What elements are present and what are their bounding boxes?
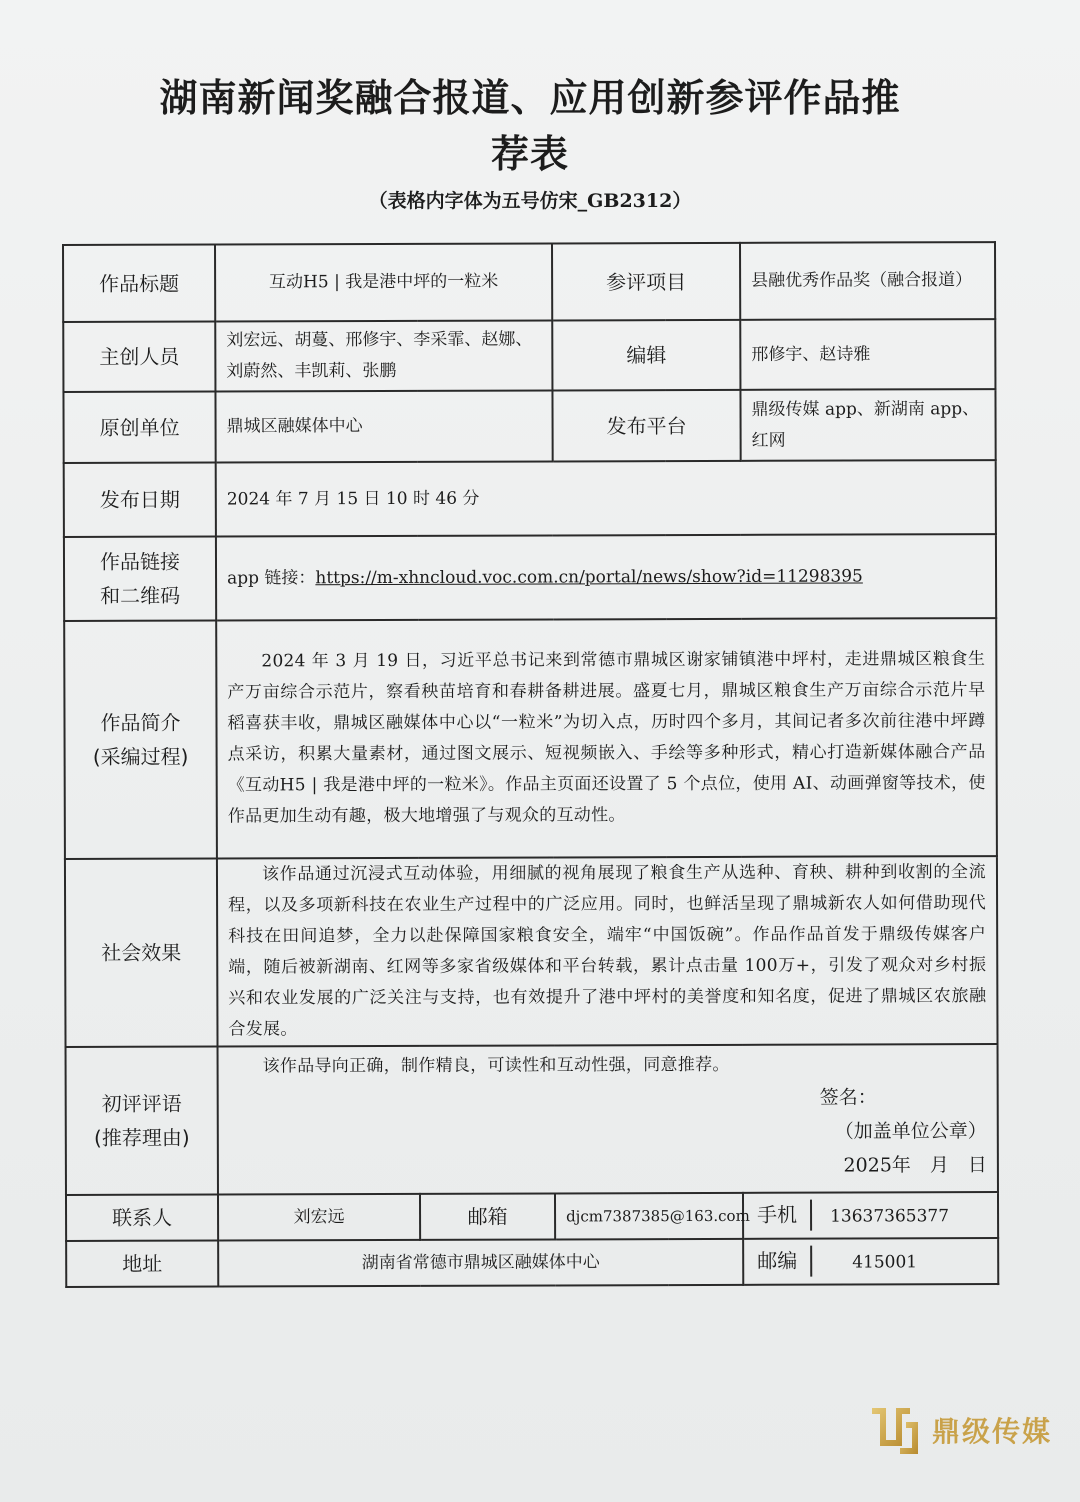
row-address xyxy=(66,1238,998,1287)
title-line-1: 湖南新闻奖融合报道、应用创新参评作品推 xyxy=(159,76,901,120)
watermark-text: 鼎级传媒 xyxy=(931,1415,1052,1448)
phone-cell xyxy=(743,1192,998,1239)
email-label: 邮箱 xyxy=(420,1193,555,1239)
link-value xyxy=(216,534,996,620)
row-date xyxy=(64,460,996,537)
address-label: 地址 xyxy=(66,1241,218,1287)
contact-value: 刘宏远 xyxy=(218,1194,420,1241)
effect-label: 社会效果 xyxy=(65,859,218,1047)
document-subtitle: （表格内字体为五号仿宋_GB2312） xyxy=(368,190,692,212)
intro-label-line-1: 作品简介 xyxy=(100,710,181,735)
platform-label: 发布平台 xyxy=(552,390,740,462)
unit-label: 原创单位 xyxy=(63,392,215,463)
category-label: 参评项目 xyxy=(552,243,740,321)
platform-value: 鼎级传媒 app、新湖南 app、红网 xyxy=(740,389,995,461)
sign-date: 2025年 月 日 xyxy=(843,1154,987,1177)
address-value: 湖南省常德市鼎城区融媒体中心 xyxy=(218,1239,743,1287)
effect-text: 该作品通过沉浸式互动体验，用细腻的视角展现了粮食生产从选种、育秧、耕种到收割的全流程，以及多项新科技在农业生产过程中的广泛应用。同时，也鲜活呈现了鼎城新农人如何借助现代科技在田间追梦，全力以赴保障国家粮食安全，端牢“中国饭碗”。作品作品首发于鼎级传媒客户端，随后被新湖南、红网等多家省级媒体和平台转载，累计点击量 100万+，引发了观众对乡村振兴和农业发展的广泛关注与支持，也有效提升了港中坪村的美誉度和知名度，促进了鼎城区农旅融合发展。 xyxy=(217,856,998,1046)
date-value: 2024 年 7 月 15 日 10 时 46 分 xyxy=(216,460,996,536)
row-intro xyxy=(64,618,997,859)
email-value: djcm7387385@163.com xyxy=(555,1193,743,1240)
row-review xyxy=(66,1044,998,1195)
link-label xyxy=(64,537,216,621)
title-line-2: 荐表 xyxy=(490,132,569,176)
creators-line-1: 刘宏远、胡蔓、邢修宇、李采霏、赵娜、 xyxy=(226,329,533,351)
work-title-value: 互动H5 | 我是港中坪的一粒米 xyxy=(215,243,552,321)
document-title xyxy=(60,70,1000,182)
postcode-cell xyxy=(743,1238,998,1285)
seal-note: （加盖单位公章） xyxy=(834,1120,987,1143)
recommendation-form xyxy=(62,241,999,1288)
contact-label: 联系人 xyxy=(66,1195,218,1241)
unit-value: 鼎城区融媒体中心 xyxy=(215,390,552,462)
creators-value xyxy=(215,320,552,391)
category-value: 县融优秀作品奖（融合报道） xyxy=(740,242,995,320)
link-prefix: app 链接： xyxy=(227,567,316,588)
link-label-line-2: 和二维码 xyxy=(100,583,181,608)
row-unit xyxy=(63,389,995,463)
ding-logo-icon xyxy=(866,1400,924,1460)
review-cell xyxy=(218,1044,998,1194)
creators-label: 主创人员 xyxy=(63,322,215,392)
work-title-label: 作品标题 xyxy=(63,245,215,322)
review-label xyxy=(66,1047,218,1195)
postcode-value: 415001 xyxy=(852,1251,918,1273)
postcode-label: 邮编 xyxy=(744,1245,812,1276)
watermark xyxy=(866,1400,1052,1460)
editor-value: 邢修宇、赵诗雅 xyxy=(740,319,995,390)
editor-label: 编辑 xyxy=(552,320,740,391)
review-label-line-2: (推荐理由) xyxy=(93,1125,190,1150)
date-label: 发布日期 xyxy=(64,463,216,537)
intro-label xyxy=(64,621,217,859)
row-creators xyxy=(63,319,995,392)
row-link xyxy=(64,534,996,621)
work-link[interactable]: https://m-xhncloud.voc.com.cn/portal/news/show?id=11298395 xyxy=(315,565,863,588)
link-label-line-1: 作品链接 xyxy=(99,549,181,574)
intro-label-line-2: (采编过程) xyxy=(92,744,189,769)
row-effect xyxy=(65,856,998,1047)
row-work-title xyxy=(63,242,995,322)
review-text: 该作品导向正确，制作精良，可读性和互动性强，同意推荐。 xyxy=(262,1054,730,1077)
intro-text: 2024 年 3 月 19 日，习近平总书记来到常德市鼎城区谢家铺镇港中坪村，走进鼎城区粮食生产万亩综合示范片，察看秧苗培育和春耕备耕进展。盛夏七月，鼎城区粮食生产万亩综合示范片早稻喜获丰收，鼎城区融媒体中心以“一粒米”为切入点，历时四个多月，其间记者多次前往港中坪蹲点采访，积累大量素材，通过图文展示、短视频嵌入、手绘等多种形式，精心打造新媒体融合产品《互动H5 | 我是港中坪的一粒米》。作品主页面还设置了 5 个点位，使用 AI、动画弹窗等技术，使作品更加生动有趣，极大地增强了与观众的互动性。 xyxy=(216,618,997,858)
phone-label: 手机 xyxy=(744,1199,812,1230)
signature-label: 签名： xyxy=(819,1086,877,1109)
phone-value: 13637365377 xyxy=(830,1205,950,1227)
review-label-line-1: 初评评语 xyxy=(101,1091,182,1116)
row-contact xyxy=(66,1192,998,1241)
creators-line-2: 刘蔚然、丰凯莉、张鹏 xyxy=(226,360,397,382)
